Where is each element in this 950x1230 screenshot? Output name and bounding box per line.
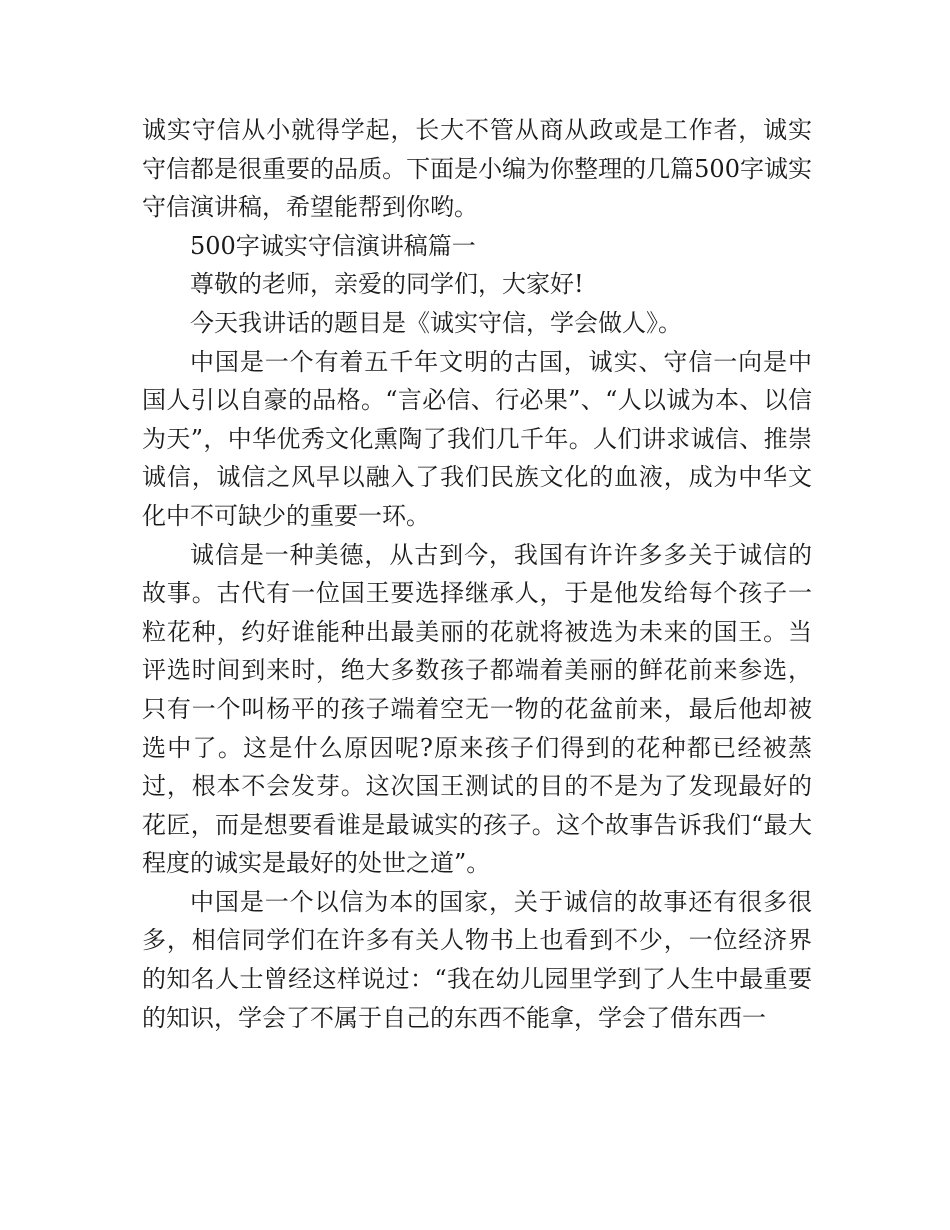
body-paragraph: 中国是一个以信为本的国家，关于诚信的故事还有很多很多，相信同学们在许多有关人物书上也看到不少，一位经济界的知名人士曾经这样说过：“我在幼儿园里学到了人生中最重要的知识，学会了不属于自己的东西不能拿，学会了借东西一 bbox=[142, 887, 812, 1032]
document-body bbox=[142, 111, 812, 1037]
section-heading: 500字诚实守信演讲稿篇一 bbox=[190, 231, 476, 260]
body-paragraph: 诚信是一种美德，从古到今，我国有许许多多关于诚信的故事。古代有一位国王要选择继承人，于是他发给每个孩子一粒花种，约好谁能种出最美丽的花就将被选为未来的国王。当评选时间到来时，绝大多数孩子都端着美丽的鲜花前来参选，只有一个叫杨平的孩子端着空无一物的花盆前来，最后他却被选中了。这是什么原因呢?原来孩子们得到的花种都已经被蒸过，根本不会发芽。这次国王测试的目的不是为了发现最好的花匠，而是想要看谁是最诚实的孩子。这个故事告诉我们“最大程度的诚实是最好的处世之道”。 bbox=[142, 540, 812, 878]
greeting-paragraph: 尊敬的老师，亲爱的同学们，大家好! bbox=[190, 270, 584, 299]
body-paragraph: 中国是一个有着五千年文明的古国，诚实、守信一向是中国人引以自豪的品格。“言必信、行必果”、“人以诚为本、以信为天”，中华优秀文化熏陶了我们几千年。人们讲求诚信、推崇诚信，诚信之风早以融入了我们民族文化的血液，成为中华文化中不可缺少的重要一环。 bbox=[142, 347, 812, 530]
topic-paragraph: 今天我讲话的题目是《诚实守信，学会做人》。 bbox=[190, 308, 682, 337]
intro-paragraph: 诚实守信从小就得学起，长大不管从商从政或是工作者，诚实守信都是很重要的品质。下面是小编为你整理的几篇500字诚实守信演讲稿，希望能帮到你哟。 bbox=[142, 116, 812, 222]
